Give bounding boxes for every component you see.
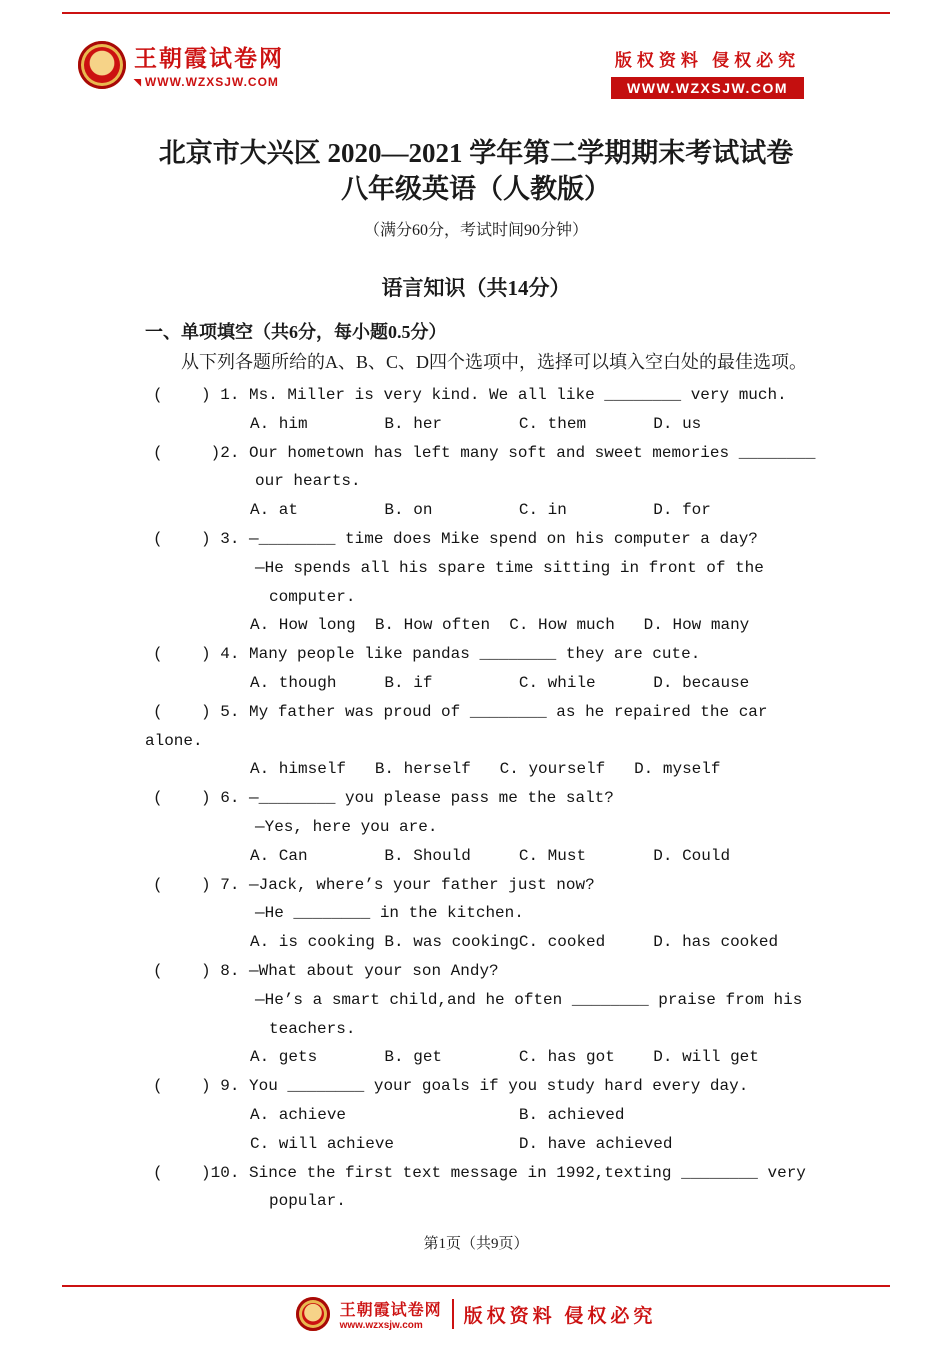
question-line: teachers. (269, 1019, 356, 1038)
question-line: —Yes, here you are. (255, 817, 438, 836)
question-line: alone. (145, 731, 203, 750)
instructions: 从下列各题所给的A、B、C、D四个选项中，选择可以填入空白处的最佳选项。 (181, 352, 808, 372)
question-line: —He ________ in the kitchen. (255, 904, 524, 923)
question-line: A. Can B. Should C. Must D. Could (250, 846, 731, 865)
copyright-slogan: 版权资料 侵权必究 (614, 51, 801, 70)
question-line: ( ) 9. You ________ your goals if you study hard every day. (153, 1077, 749, 1096)
question-line: A. himself B. herself C. yourself D. myself (250, 760, 721, 779)
footer-brand-text (340, 1297, 442, 1331)
page-footer (62, 1285, 890, 1331)
brand-url-text: WWW.WZXSJW.COM (144, 75, 279, 89)
footer-slogan: 版权资料 侵权必究 (463, 1305, 657, 1327)
brand-name: 王朝霞试卷网 (134, 46, 284, 71)
question-line: A. achieve B. achieved (250, 1105, 625, 1124)
brand-text (134, 40, 284, 89)
footer-brand (62, 1297, 890, 1331)
footer-brand-url: www.wzxsjw.com (339, 1320, 423, 1331)
question-line: A. at B. on C. in D. for (250, 501, 711, 520)
triangle-icon: ◥ (134, 76, 142, 87)
exam-title-line1: 北京市大兴区 2020—2021 学年第二学期期末考试试卷 (158, 138, 794, 168)
question-line: computer. (269, 587, 356, 606)
part-heading: 一、单项填空（共6分，每小题0.5分） (145, 322, 447, 342)
question-line: —He’s a smart child,and he often ________ praise from his (255, 990, 803, 1009)
brand-url (134, 75, 284, 89)
footer-vertical-divider (452, 1299, 454, 1329)
question-line: A. is cooking B. was cookingC. cooked D. has cooked (250, 933, 779, 952)
question-line: ( )10. Since the first text message in 1992,texting ________ very (153, 1163, 806, 1182)
page-header (0, 0, 952, 99)
question-line: —He spends all his spare time sitting in front of the (255, 558, 764, 577)
question-line: ( ) 5. My father was proud of ________ as he repaired the car (153, 702, 768, 721)
footer-brand-seal-icon (296, 1297, 330, 1331)
section-heading: 语言知识（共14分） (381, 276, 571, 300)
question-line: ( )2. Our hometown has left many soft and sweet memories ________ (153, 443, 816, 462)
url-badge: WWW.WZXSJW.COM (611, 77, 804, 99)
question-line: ( ) 1. Ms. Miller is very kind. We all like ________ very much. (153, 386, 787, 404)
question-line: A. How long B. How often C. How much D. How many (250, 616, 750, 635)
brand-seal-icon (78, 41, 126, 89)
exam-meta: （满分60分，考试时间90分钟） (363, 222, 588, 239)
question-line: our hearts. (255, 472, 361, 491)
question-line: ( ) 8. —What about your son Andy? (153, 961, 499, 980)
questions-list (145, 381, 872, 1216)
question-line: ( ) 4. Many people like pandas ________ they are cute. (153, 645, 701, 664)
question-line: ( ) 7. —Jack, where’s your father just now? (153, 875, 595, 894)
bottom-divider (62, 1285, 890, 1287)
footer-brand-name: 王朝霞试卷网 (339, 1302, 442, 1319)
question-line: A. though B. if C. while D. because (250, 673, 750, 692)
copyright-block (611, 40, 804, 99)
question-line: A. gets B. get C. has got D. will get (250, 1048, 759, 1067)
question-line: ( ) 3. —________ time does Mike spend on his computer a day? (153, 529, 758, 548)
top-divider (62, 12, 890, 14)
page-number: 第1页（共9页） (423, 1236, 529, 1252)
brand-logo (78, 40, 284, 89)
question-line: popular. (269, 1192, 346, 1211)
exam-content (0, 318, 952, 1216)
question-line: C. will achieve D. have achieved (250, 1134, 673, 1153)
exam-title-line2: 八年级英语（人教版） (341, 174, 611, 204)
question-line: ( ) 6. —________ you please pass me the salt? (153, 789, 614, 808)
question-line: A. him B. her C. them D. us (250, 414, 702, 433)
